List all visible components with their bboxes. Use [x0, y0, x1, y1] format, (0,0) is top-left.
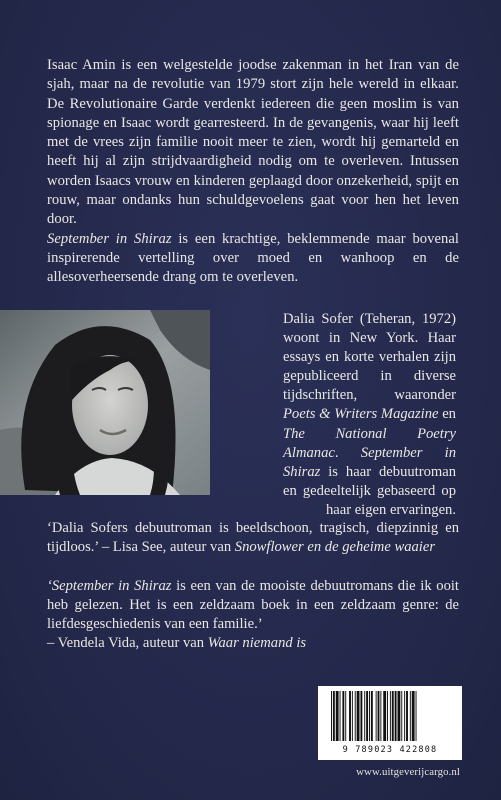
barcode-bar [364, 691, 365, 741]
quote-attribution [47, 634, 459, 653]
barcode-bar [416, 691, 417, 741]
barcode-bar [401, 691, 402, 741]
barcode-bar [349, 691, 351, 741]
barcode-bar [404, 691, 405, 741]
barcode-bar [395, 691, 397, 741]
barcode-bar [355, 691, 356, 741]
barcode-bar [352, 691, 353, 741]
barcode-bar [410, 691, 411, 741]
barcode-bars [319, 687, 461, 743]
barcode-bar [376, 691, 377, 741]
author-bio [283, 310, 456, 520]
synopsis-closing-text: is een krachtige, beklemmende maar bovenal inspirerende vertelling over moed en wanhoop en de allesoverheersende drang om te overleven. [47, 230, 459, 286]
barcode [318, 686, 462, 760]
barcode-bar [398, 691, 401, 741]
synopsis-paragraph: Isaac Amin is een welgestelde joodse zakenman in het Iran van de sjah, maar na de revolutie van 1979 stort zijn hele wereld in elkaar. De Revolutionaire Garde verdenkt iedereen die geen moslim is van spionage en Isaac wordt gearresteerd. In de gevangenis, waar hij leeft met de vrees zijn familie nooit meer te zien, wordt hij gemarteld en heeft hij al zijn strijdvaardigheid nodig om te overleven. Intussen worden Isaacs vrouw en kinderen geplaagd door onzekerheid, spijt en rouw, maar ondanks hun schuldgevoelens gaat voor hen het leven door. [47, 57, 459, 228]
barcode-bar [357, 691, 360, 741]
magazine-title: Poets & Writers Magazine [283, 406, 439, 423]
attribution-text: – Vendela Vida, auteur van [47, 635, 208, 652]
barcode-bar [366, 691, 368, 741]
quote-vendela-vida [47, 577, 459, 635]
barcode-bar [340, 691, 341, 741]
barcode-bar [369, 691, 370, 741]
barcode-bar [336, 691, 339, 741]
bio-part: is haar debuutroman en gedeeltelijk gebaseerd op haar eigen ervaringen. [283, 463, 456, 518]
quote-book-title: Snowflower en de geheime waaier [234, 539, 436, 556]
isbn-number: 9 789023 422808 [342, 745, 438, 755]
barcode-bar [387, 691, 388, 741]
barcode-bar [371, 691, 373, 741]
barcode-bar [412, 691, 415, 741]
barcode-bar [342, 691, 344, 741]
bio-part: Dalia Sofer (Teheran, 1972) woont in New York. Haar essays en korte verhalen zijn gepubliceerd in diverse tijdschriften, waaronder [283, 311, 456, 404]
bio-part: . [334, 444, 361, 461]
barcode-bar [360, 691, 362, 741]
bio-part: en [438, 406, 456, 423]
barcode-bar [333, 691, 335, 741]
book-title: September in Shiraz [47, 230, 172, 247]
barcode-bar [331, 691, 332, 741]
attribution-book-title: Waar niemand is [207, 635, 307, 652]
synopsis-closing-paragraph [47, 230, 459, 288]
barcode-bar [392, 691, 394, 741]
barcode-bar [345, 691, 346, 741]
book-title: September in Shiraz [283, 444, 456, 480]
bio-text [283, 310, 456, 520]
barcode-bar [383, 691, 386, 741]
review-quotes [47, 519, 459, 654]
quote-text: ‘Dalia Sofers debuutroman is beeldschoon, tragisch, diepzinnig en tijdloos.’ – Lisa See, auteur van [47, 520, 459, 556]
author-photo [0, 310, 210, 495]
barcode-bar [390, 691, 391, 741]
barcode-bar [406, 691, 408, 741]
quote-text: is een van de mooiste debuutromans die ik ooit heb gelezen. Het is een zeldzaam boek in een zeldzaam genre: de liefdesgeschiedenis van een familie.’ [47, 577, 459, 633]
barcode-bar [378, 691, 380, 741]
magazine-title: The National Poetry Almanac [283, 425, 456, 461]
barcode-bar [380, 691, 381, 741]
publisher-website[interactable]: www.uitgeverijcargo.nl [356, 766, 460, 778]
synopsis [47, 56, 459, 288]
quote-lisa-see [47, 519, 459, 558]
quote-book-title: ‘September in Shiraz [47, 577, 172, 594]
